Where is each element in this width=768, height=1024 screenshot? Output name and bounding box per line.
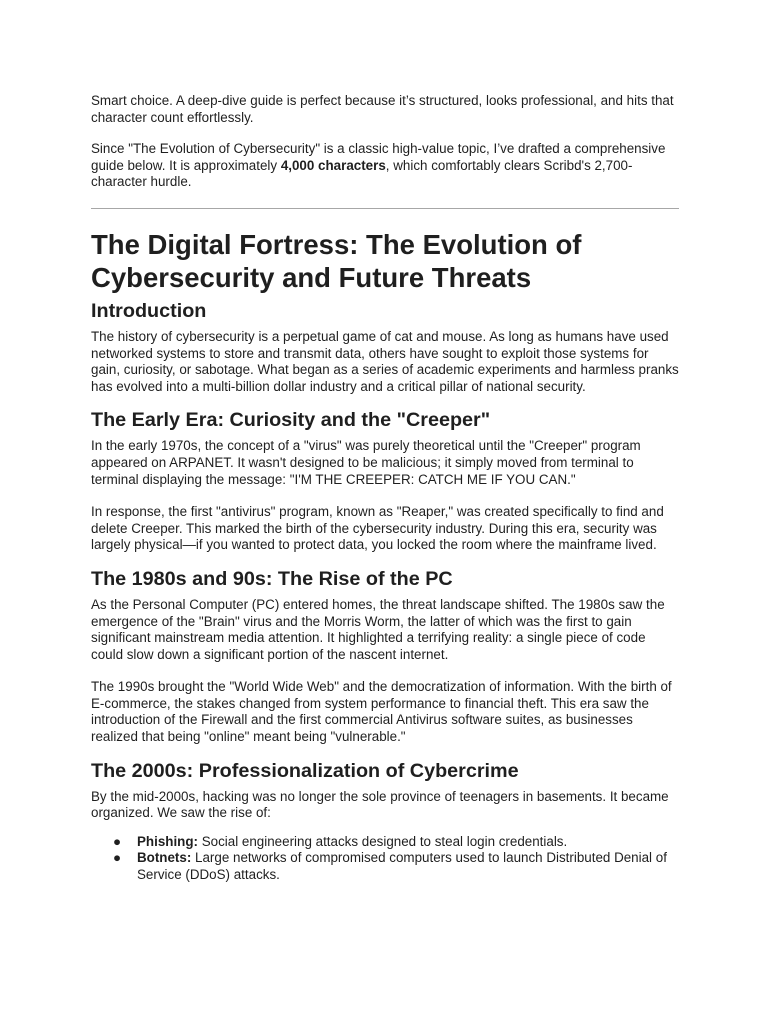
heading-pc-era: The 1980s and 90s: The Rise of the PC bbox=[91, 567, 453, 590]
list-item bbox=[91, 850, 681, 883]
pc-era-paragraph-2: The 1990s brought the "World Wide Web" and the democratization of information. With the birth of E-commerce, the stakes changed from system performance to financial theft. This era saw the introduction of the Firewall and the first commercial Antivirus software suites, as businesses realized that being "online" meant being "vulnerable." bbox=[91, 679, 672, 745]
preface-paragraph-2 bbox=[91, 141, 681, 191]
heading-cybercrime: The 2000s: Professionalization of Cybercrime bbox=[91, 759, 519, 782]
early-era-paragraph-2: In response, the first "antivirus" program, known as "Reaper," was created specifically to find and delete Creeper. This marked the birth of the cybersecurity industry. During this era, security was largely physical—if you wanted to protect data, you locked the room where the mainframe lived. bbox=[91, 504, 664, 553]
cybercrime-paragraph-1: By the mid-2000s, hacking was no longer the sole province of teenagers in basements. It became organized. We saw the rise of: bbox=[91, 788, 669, 821]
document-title: The Digital Fortress: The Evolution of Cybersecurity and Future Threats bbox=[91, 228, 582, 293]
threat-list bbox=[91, 834, 681, 884]
introduction-paragraph: The history of cybersecurity is a perpetual game of cat and mouse. As long as humans have used networked systems to store and transmit data, others have sought to exploit those systems for gain, curiosity, or sabotage. What began as a series of academic experiments and harmless pranks has evolved into a multi-billion dollar industry and a critical pillar of national security. bbox=[91, 328, 679, 394]
horizontal-divider bbox=[91, 208, 679, 209]
preface-text: Since "The Evolution of Cybersecurity" is a classic high-value topic, I’ve drafted a comprehensive guide below. It is approximately bbox=[91, 141, 666, 173]
document-content bbox=[91, 84, 681, 884]
heading-early-era: The Early Era: Curiosity and the "Creeper" bbox=[91, 409, 491, 432]
bullet-icon: ● bbox=[113, 850, 122, 866]
list-item-term: Phishing: bbox=[137, 833, 198, 849]
bullet-icon: ● bbox=[113, 833, 122, 849]
character-count-bold: 4,000 characters bbox=[280, 157, 386, 173]
early-era-paragraph-1: In the early 1970s, the concept of a "virus" was purely theoretical until the "Creeper" program appeared on ARPANET. It wasn't designed to be malicious; it simply moved from terminal to terminal displaying the message: "I'M THE CREEPER: CATCH ME IF YOU CAN." bbox=[91, 438, 641, 487]
heading-introduction: Introduction bbox=[91, 299, 207, 322]
list-item-term: Botnets: bbox=[137, 850, 192, 866]
preface-text-end: , which comfortably clears Scribd's 2,700-character hurdle. bbox=[91, 157, 633, 190]
pc-era-paragraph-1: As the Personal Computer (PC) entered homes, the threat landscape shifted. The 1980s saw the emergence of the "Brain" virus and the Morris Worm, the latter of which was the first to gain significant mainstream media attention. It highlighted a terrifying reality: a single piece of code could slow down a significant portion of the nascent internet. bbox=[91, 596, 665, 662]
list-item bbox=[91, 834, 681, 851]
list-item-text: Large networks of compromised computers used to launch Distributed Denial of Service (DDoS) attacks. bbox=[137, 850, 667, 883]
list-item-text: Social engineering attacks designed to steal login credentials. bbox=[198, 833, 568, 849]
preface-paragraph-1: Smart choice. A deep-dive guide is perfect because it’s structured, looks professional, and hits that character count effortlessly. bbox=[91, 93, 674, 125]
